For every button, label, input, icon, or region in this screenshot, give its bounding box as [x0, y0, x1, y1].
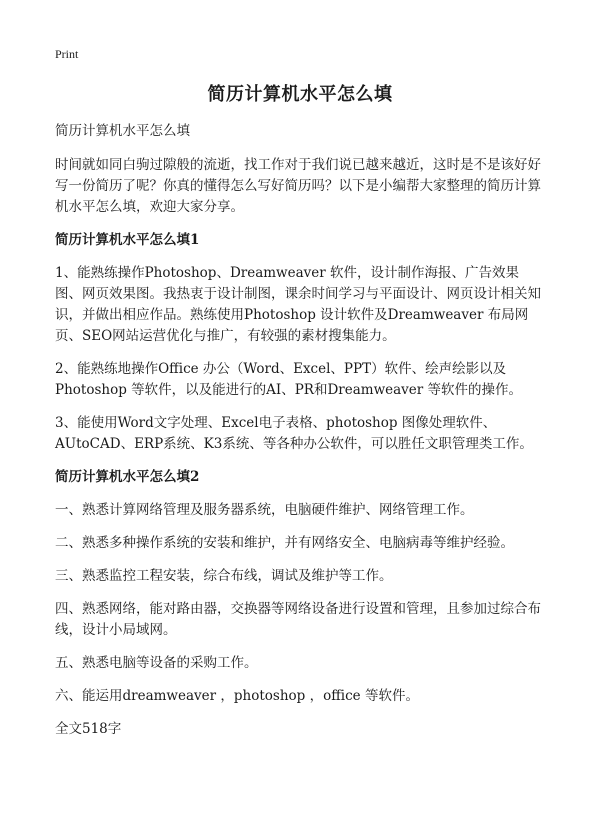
document-body	[55, 121, 544, 752]
word-count: 全文518字	[55, 721, 122, 737]
section2-item-3: 三、熟悉监控工程安装，综合布线，调试及维护等工作。	[55, 568, 393, 584]
section1-heading: 简历计算机水平怎么填1	[55, 232, 200, 248]
intro-paragraph: 时间就如同白驹过隙般的流逝，找工作对于我们说已越来越近，这时是不是该好好写一份简历了呢？你真的懂得怎么写好简历吗？以下是小编帮大家整理的简历计算机水平怎么填，欢迎大家分享。	[55, 157, 541, 215]
subtitle: 简历计算机水平怎么填	[55, 123, 190, 139]
section2-item-1: 一、熟悉计算网络管理及服务器系统，电脑硬件维护、网络管理工作。	[55, 502, 474, 518]
section1-item-2: 2、能熟练地操作Office 办公（Word、Excel、PPT）软件、绘声绘影以及Photoshop 等软件，以及能进行的AI、PR和Dreamweaver 等软件的操作。	[55, 361, 523, 398]
section1-item-3: 3、能使用Word文字处理、Excel电子表格、photoshop 图像处理软件、AUtoCAD、ERP系统、K3系统、等各种办公软件，可以胜任文职管理类工作。	[55, 415, 533, 452]
print-link[interactable]: Print	[55, 47, 79, 61]
section2-item-6: 六、能运用dreamweaver ，photoshop ，office 等软件。	[55, 688, 419, 704]
section2-heading: 简历计算机水平怎么填2	[55, 469, 200, 485]
section2-item-5: 五、熟悉电脑等设备的采购工作。	[55, 655, 258, 671]
section1-item-1: 1、能熟练操作Photoshop、Dreamweaver 软件，设计制作海报、广告效果图、网页效果图。我热衷于设计制图，课余时间学习与平面设计、网页设计相关知识，并做出相应作品。熟练使用Photoshop 设计软件及Dreamweaver 布局网页、SEO网站运营优化与推广，有较强的素材搜集能力。	[55, 265, 541, 344]
section2-item-4: 四、熟悉网络，能对路由器，交换器等网络设备进行设置和管理，且参加过综合布线，设计小局域网。	[55, 601, 541, 638]
page-title: 简历计算机水平怎么填	[207, 84, 393, 105]
section2-item-2: 二、熟悉多种操作系统的安装和维护，并有网络安全、电脑病毒等维护经验。	[55, 535, 514, 551]
